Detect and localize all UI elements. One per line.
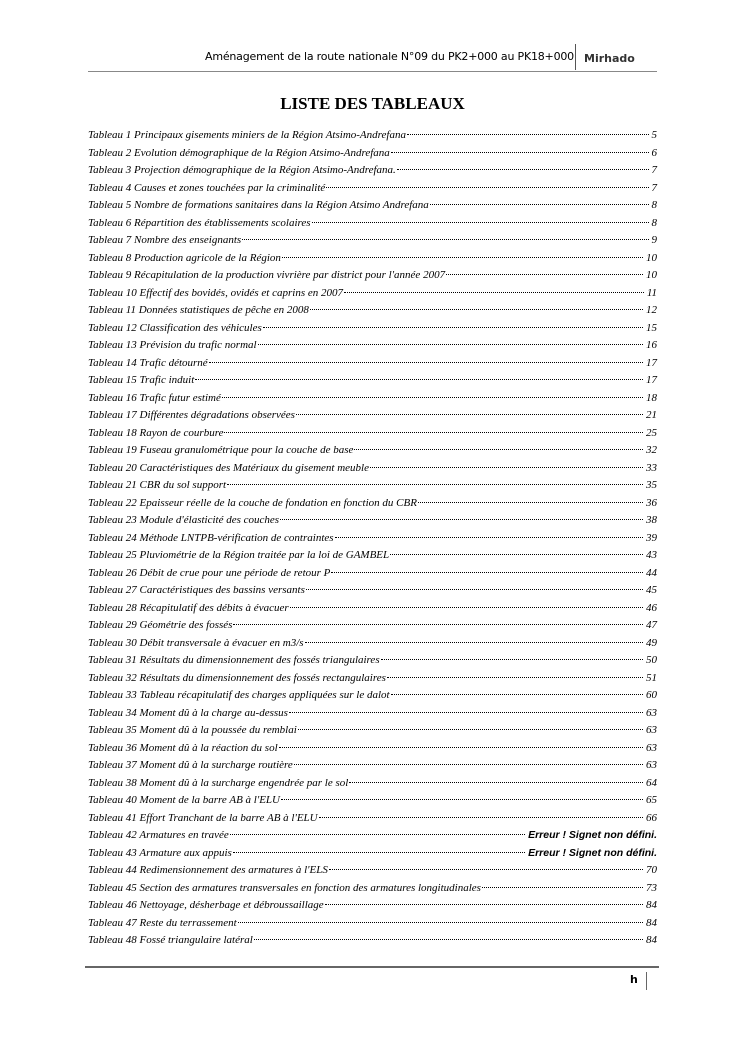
header-rule [88, 71, 657, 72]
toc-entry-label: Tableau 34 Moment dû à la charge au-dessus [88, 706, 288, 719]
toc-dot-leader [209, 361, 643, 363]
toc-entry-label: Tableau 16 Trafic futur estimé [88, 391, 221, 404]
toc-entry[interactable] [88, 600, 657, 618]
toc-entry[interactable] [88, 635, 657, 653]
toc-entry[interactable] [88, 215, 657, 233]
toc-entry[interactable] [88, 320, 657, 338]
toc-entry-page: 84 [646, 916, 657, 929]
toc-entry-page: 36 [646, 496, 657, 509]
toc-entry-label: Tableau 13 Prévision du trafic normal [88, 339, 257, 351]
toc-entry[interactable] [88, 915, 657, 933]
toc-entry[interactable] [88, 355, 657, 373]
toc-entry[interactable] [88, 845, 657, 863]
toc-entry-label: Tableau 19 Fuseau granulométrique pour la couche de base [88, 444, 354, 456]
toc-entry-page: 65 [646, 794, 657, 806]
header-author: Mirhado [584, 52, 635, 65]
toc-entry-page: 60 [646, 689, 657, 701]
toc-entry-page: 39 [646, 531, 657, 544]
toc-entry-page: 43 [646, 549, 657, 561]
toc-dot-leader [195, 378, 643, 380]
toc-entry-page: 51 [646, 671, 657, 684]
toc-entry-page: 17 [646, 374, 657, 386]
toc-entry[interactable] [88, 460, 657, 478]
toc-dot-leader [281, 798, 643, 800]
toc-entry-label: Tableau 12 Classification des véhicules [88, 321, 262, 334]
toc-entry-page: 12 [646, 304, 657, 316]
toc-entry-page: 63 [646, 741, 657, 754]
toc-dot-leader [306, 588, 643, 590]
toc-entry[interactable] [88, 810, 657, 828]
footer-page-number: h [630, 973, 638, 986]
toc-entry-page: 73 [646, 881, 657, 894]
toc-entry-label: Tableau 43 Armature aux appuis [88, 846, 232, 859]
toc-entry-page: 7 [651, 164, 657, 176]
toc-dot-leader [329, 868, 643, 870]
toc-entry[interactable] [88, 617, 657, 635]
toc-dot-leader [294, 763, 643, 765]
toc-dot-leader [290, 606, 643, 608]
toc-dot-leader [222, 396, 643, 398]
toc-dot-leader [233, 623, 643, 625]
toc-entry[interactable] [88, 477, 657, 495]
toc-entry-label: Tableau 7 Nombre des enseignants [88, 234, 242, 246]
toc-dot-leader [282, 256, 643, 258]
toc-entry[interactable] [88, 232, 657, 250]
toc-entry-page: 45 [646, 584, 657, 596]
toc-entry-label: Tableau 27 Caractéristiques des bassins versants [88, 584, 305, 596]
toc-entry-label: Tableau 23 Module d'élasticité des couches [88, 514, 280, 526]
toc-entry[interactable] [88, 740, 657, 758]
toc-dot-leader [312, 221, 649, 223]
toc-dot-leader [254, 938, 643, 940]
toc-dot-leader [230, 833, 525, 835]
toc-entry[interactable] [88, 792, 657, 810]
toc-entry-label: Tableau 21 CBR du sol support [88, 479, 227, 491]
toc-dot-leader [331, 571, 643, 573]
toc-entry[interactable] [88, 425, 657, 443]
toc-entry-page: 21 [646, 409, 657, 421]
toc-entry-page: 5 [651, 129, 657, 141]
toc-dot-leader [279, 746, 643, 748]
toc-dot-leader [233, 851, 525, 853]
toc-entry[interactable] [88, 127, 657, 145]
toc-entry-page: 7 [651, 181, 657, 194]
toc-entry-label: Tableau 33 Tableau récapitulatif des charges appliquées sur le dalot [88, 689, 390, 701]
toc-entry-page: 63 [646, 724, 657, 736]
toc-dot-leader [370, 466, 643, 468]
toc-entry-page: 8 [651, 199, 657, 211]
toc-entry-page: 64 [646, 776, 657, 789]
toc-entry[interactable] [88, 722, 657, 740]
toc-dot-leader [305, 641, 643, 643]
toc-dot-leader [310, 308, 643, 310]
toc-entry-page: 6 [651, 146, 657, 159]
toc-entry-page: 17 [646, 356, 657, 369]
toc-entry-label: Tableau 4 Causes et zones touchées par la criminalité [88, 181, 326, 194]
toc-entry-page: 18 [646, 391, 657, 404]
toc-entry-page: 47 [646, 619, 657, 631]
toc-entry-page: 35 [646, 479, 657, 491]
page-header [0, 44, 745, 74]
toc-dot-leader [289, 711, 643, 713]
toc-entry[interactable] [88, 285, 657, 303]
toc-entry-label: Tableau 32 Résultats du dimensionnement des fossés rectangulaires [88, 671, 386, 684]
toc-entry-label: Tableau 15 Trafic induit [88, 374, 195, 386]
toc-entry-label: Tableau 3 Projection démographique de la Région Atsimo-Andrefana. [88, 164, 396, 176]
toc-entry[interactable] [88, 495, 657, 513]
toc-entry[interactable] [88, 442, 657, 460]
toc-entry[interactable] [88, 302, 657, 320]
toc-entry-page: 49 [646, 636, 657, 649]
toc-entry-label: Tableau 26 Débit de crue pour une période de retour P [88, 566, 331, 579]
toc-dot-leader [344, 291, 644, 293]
toc-entry-page: 9 [651, 234, 657, 246]
toc-entry-label: Tableau 9 Récapitulation de la production vivrière par district pour l'année 2007 [88, 269, 446, 281]
toc-entry-label: Tableau 2 Evolution démographique de la Région Atsimo-Andrefana [88, 146, 390, 159]
toc-entry-label: Tableau 20 Caractéristiques des Matériaux du gisement meuble [88, 461, 369, 474]
toc-dot-leader [390, 553, 643, 555]
toc-entry[interactable] [88, 565, 657, 583]
toc-entry-page: 16 [646, 339, 657, 351]
toc-entry-label: Tableau 8 Production agricole de la Région [88, 251, 281, 264]
toc-entry-label: Tableau 45 Section des armatures transversales en fonction des armatures longitudinales [88, 881, 481, 894]
toc-entry-page: 84 [646, 899, 657, 911]
toc-entry[interactable] [88, 687, 657, 705]
toc-entry[interactable] [88, 530, 657, 548]
toc-entry-label: Tableau 44 Redimensionnement des armatures à l'ELS [88, 864, 328, 876]
toc-dot-leader [224, 431, 643, 433]
toc-entry[interactable] [88, 880, 657, 898]
toc-entry-page: 63 [646, 759, 657, 771]
toc-entry-page: Erreur ! Signet non défini. [528, 829, 657, 841]
toc-entry-label: Tableau 22 Epaisseur réelle de la couche de fondation en fonction du CBR [88, 496, 417, 509]
toc-entry-label: Tableau 30 Débit transversale à évacuer en m3/s [88, 636, 304, 649]
toc-dot-leader [381, 658, 643, 660]
toc-entry[interactable] [88, 705, 657, 723]
footer-rule [85, 966, 659, 968]
toc-entry-page: 11 [646, 286, 657, 299]
toc-entry-page: 70 [646, 864, 657, 876]
toc-dot-leader [354, 448, 643, 450]
toc-entry[interactable] [88, 180, 657, 198]
header-title: Aménagement de la route nationale N°09 du PK2+000 au PK18+000 [205, 50, 574, 63]
toc-entry-label: Tableau 47 Reste du terrassement [88, 916, 237, 929]
toc-entry[interactable] [88, 862, 657, 880]
toc-entry[interactable] [88, 250, 657, 268]
toc-entry[interactable] [88, 547, 657, 565]
toc-entry[interactable] [88, 390, 657, 408]
toc-entry-label: Tableau 48 Fossé triangulaire latéral [88, 934, 253, 946]
toc-entry-label: Tableau 14 Trafic détourné [88, 356, 208, 369]
toc-entry-label: Tableau 17 Différentes dégradations observées [88, 409, 295, 421]
toc-entry-page: 63 [646, 706, 657, 719]
toc-dot-leader [319, 816, 643, 818]
toc-entry-label: Tableau 24 Méthode LNTPB-vérification de contraintes [88, 531, 334, 544]
toc-entry[interactable] [88, 652, 657, 670]
toc-dot-leader [407, 133, 649, 135]
toc-entry-page: Erreur ! Signet non défini. [528, 846, 657, 859]
toc-entry[interactable] [88, 145, 657, 163]
toc-entry-label: Tableau 37 Moment dû à la surcharge routière [88, 759, 293, 771]
toc-dot-leader [325, 903, 643, 905]
toc-dot-leader [298, 728, 643, 730]
toc-entry-label: Tableau 40 Moment de la barre AB à l'ELU [88, 794, 280, 806]
toc-entry-page: 50 [646, 654, 657, 666]
toc-dot-leader [296, 413, 643, 415]
toc-entry-page: 66 [646, 811, 657, 824]
toc-dot-leader [430, 203, 649, 205]
toc-entry[interactable] [88, 582, 657, 600]
toc-entry-page: 84 [646, 934, 657, 946]
toc-entry-page: 44 [646, 566, 657, 579]
toc-dot-leader [326, 186, 648, 188]
toc-entry-page: 25 [646, 426, 657, 439]
toc-entry[interactable] [88, 372, 657, 390]
toc-entry[interactable] [88, 197, 657, 215]
toc-entry-page: 10 [646, 269, 657, 281]
toc-dot-leader [446, 273, 643, 275]
toc-entry[interactable] [88, 162, 657, 180]
toc-entry-label: Tableau 10 Effectif des bovidés, ovidés et caprins en 2007 [88, 286, 343, 299]
toc-entry-label: Tableau 1 Principaux gisements miniers de la Région Atsimo-Andrefana [88, 129, 406, 141]
toc-entry-label: Tableau 11 Données statistiques de pêche en 2008 [88, 304, 309, 316]
toc-dot-leader [242, 238, 648, 240]
toc-dot-leader [227, 483, 643, 485]
toc-entry[interactable] [88, 757, 657, 775]
toc-entry[interactable] [88, 897, 657, 915]
toc-dot-leader [387, 676, 643, 678]
toc-dot-leader [397, 168, 649, 170]
toc-entry[interactable] [88, 932, 657, 950]
toc-dot-leader [391, 693, 643, 695]
toc-entry-page: 8 [651, 216, 657, 229]
toc-entry-label: Tableau 46 Nettoyage, désherbage et débroussaillage [88, 899, 324, 911]
toc-dot-leader [280, 518, 643, 520]
toc-dot-leader [349, 781, 643, 783]
toc-entry-label: Tableau 6 Répartition des établissements scolaires [88, 216, 311, 229]
toc-entry[interactable] [88, 827, 657, 845]
toc-entry-label: Tableau 25 Pluviométrie de la Région traitée par la loi de GAMBEL [88, 549, 390, 561]
toc-entry-label: Tableau 35 Moment dû à la poussée du remblai [88, 724, 297, 736]
toc-entry-page: 46 [646, 601, 657, 614]
toc-dot-leader [418, 501, 643, 503]
toc-dot-leader [263, 326, 643, 328]
toc-entry[interactable] [88, 512, 657, 530]
toc-entry-page: 10 [646, 251, 657, 264]
toc-entry-label: Tableau 42 Armatures en travée [88, 829, 229, 841]
toc-dot-leader [238, 921, 643, 923]
toc-entry-label: Tableau 29 Géométrie des fossés [88, 619, 233, 631]
toc-entry[interactable] [88, 407, 657, 425]
header-divider [575, 44, 576, 70]
toc-entry-label: Tableau 36 Moment dû à la réaction du sol [88, 741, 278, 754]
toc-entry-label: Tableau 31 Résultats du dimensionnement des fossés triangulaires [88, 654, 380, 666]
toc-entry-page: 33 [646, 461, 657, 474]
toc-dot-leader [391, 151, 649, 153]
toc-entry[interactable] [88, 337, 657, 355]
toc-entry[interactable] [88, 775, 657, 793]
toc-dot-leader [482, 886, 643, 888]
toc-entry-page: 38 [646, 514, 657, 526]
toc-entry[interactable] [88, 267, 657, 285]
toc-entry-label: Tableau 28 Récapitulatif des débits à évacuer [88, 601, 289, 614]
page-title: LISTE DES TABLEAUX [280, 94, 465, 113]
toc-entry-page: 15 [646, 321, 657, 334]
toc-entry-label: Tableau 41 Effort Tranchant de la barre AB à l'ELU [88, 811, 318, 824]
toc-entry-label: Tableau 18 Rayon de courbure [88, 426, 224, 439]
table-list [88, 127, 657, 950]
toc-entry-label: Tableau 38 Moment dû à la surcharge engendrée par le sol [88, 776, 349, 789]
toc-entry-page: 32 [646, 444, 657, 456]
toc-dot-leader [335, 536, 643, 538]
toc-dot-leader [258, 343, 643, 345]
toc-entry[interactable] [88, 670, 657, 688]
toc-entry-label: Tableau 5 Nombre de formations sanitaires dans la Région Atsimo Andrefana [88, 199, 429, 211]
